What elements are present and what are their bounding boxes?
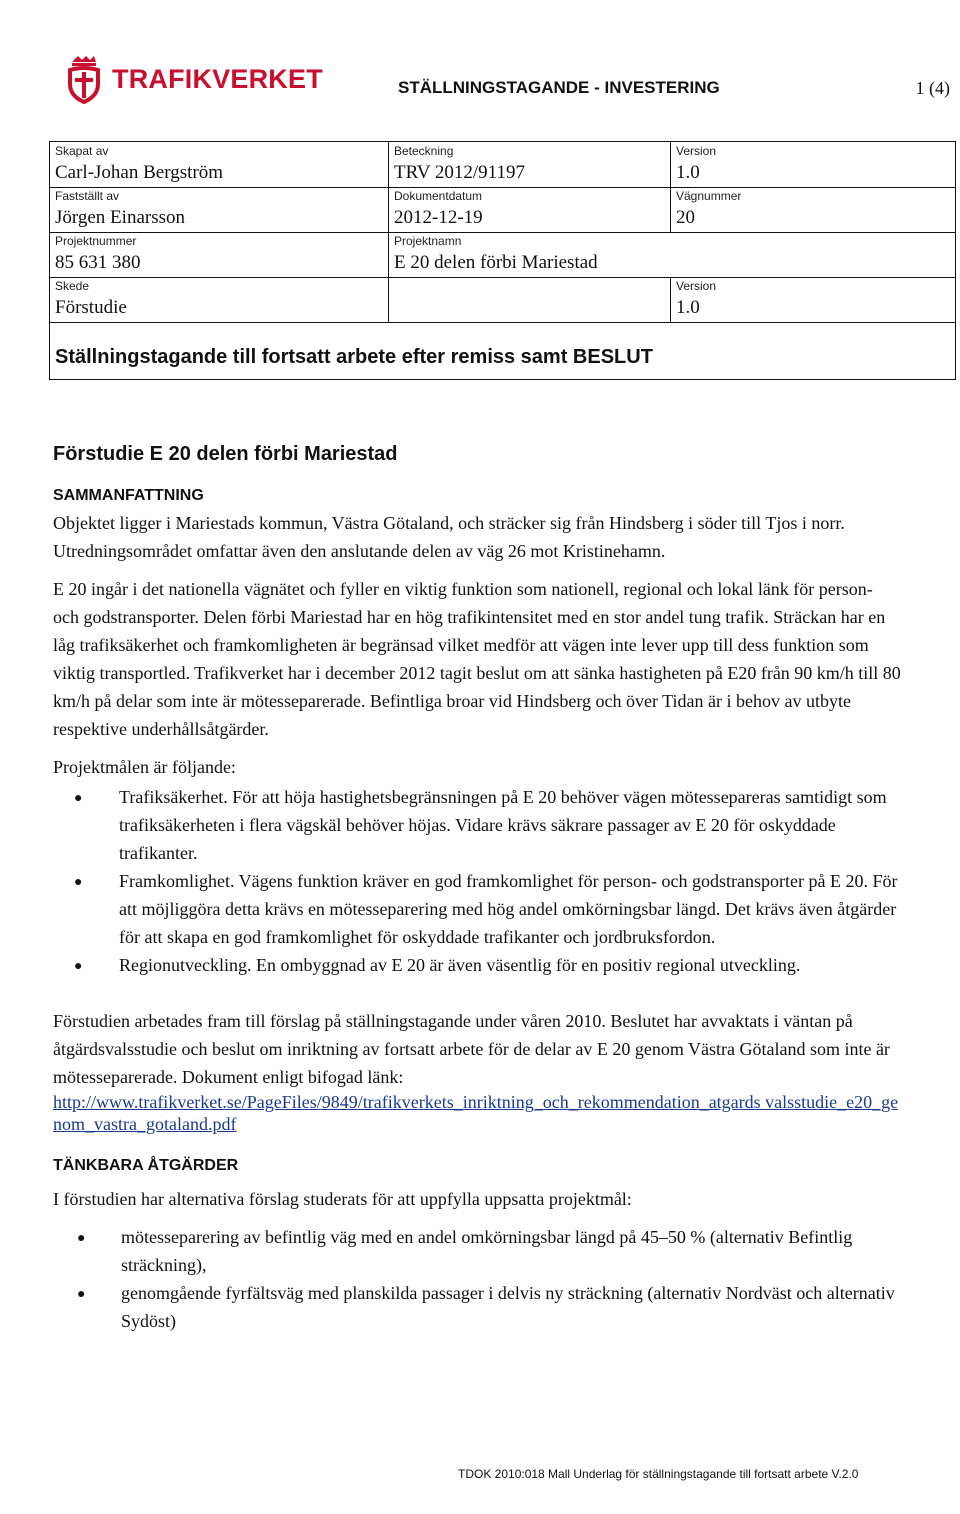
- value-projektnamn: E 20 delen förbi Mariestad: [394, 252, 598, 273]
- value-vagnummer: 20: [676, 207, 695, 228]
- value-skapat-av: Carl-Johan Bergström: [55, 162, 223, 183]
- footer-template-id: TDOK 2010:018 Mall Underlag för ställningstagande till fortsatt arbete V.2.0: [458, 1467, 859, 1481]
- label-projektnamn: Projektnamn: [394, 234, 462, 248]
- page-number: 1 (4): [915, 78, 950, 98]
- cell-projektnummer: [50, 232, 389, 277]
- label-skede: Skede: [55, 279, 90, 293]
- cell-faststallt-av: [50, 187, 389, 232]
- trafikverket-logo: [60, 52, 340, 112]
- summary-heading: SAMMANFATTNING: [53, 487, 204, 504]
- goal-text: Regionutveckling. En ombyggnad av E 20 är även väsentlig för en positiv regional utveckling.: [119, 955, 801, 975]
- goal-text: Trafiksäkerhet. För att höja hastighetsbegränsningen på E 20 behöver vägen mötessepareras samtidigt som trafiksäkerheten i flera vägskäl behöver höjas. Vidare krävs säkrare passager av E 20 för oskyddade trafikanter.: [119, 787, 887, 863]
- bullet-icon: ●: [74, 873, 83, 889]
- cell-vagnummer: [671, 187, 957, 232]
- document-type: STÄLLNINGSTAGANDE - INVESTERING: [398, 78, 720, 97]
- measures-list: [53, 1223, 903, 1335]
- logo-text: TRAFIKVERKET: [112, 64, 323, 94]
- cell-beteckning: [389, 142, 671, 187]
- label-version: Version: [676, 144, 717, 158]
- measure-text: mötesseparering av befintlig väg med en andel omkörningsbar längd på 45–50 % (alternativ Befintlig sträckning),: [121, 1227, 853, 1275]
- meta-row-4: [50, 277, 955, 322]
- value-version: 1.0: [676, 162, 700, 183]
- meta-row-3: [50, 232, 955, 278]
- cell-dokumentdatum: [389, 187, 671, 232]
- bullet-icon: ●: [77, 1285, 86, 1301]
- label-dokumentdatum: Dokumentdatum: [394, 189, 483, 203]
- list-item: [53, 867, 903, 951]
- cell-version: [671, 142, 957, 187]
- document-link[interactable]: http://www.trafikverket.se/PageFiles/9849/trafikverkets_inriktning_och_rekommendation_atgards valsstudie_e20_genom_vastra_gotaland.pdf: [53, 1092, 899, 1134]
- goals-intro: Projektmålen är följande:: [53, 757, 236, 777]
- document-title: Förstudie E 20 delen förbi Mariestad: [53, 443, 398, 465]
- list-item: [53, 783, 903, 867]
- label-projektnummer: Projektnummer: [55, 234, 137, 248]
- list-item: [53, 951, 903, 979]
- value-beteckning: TRV 2012/91197: [394, 162, 525, 183]
- bullet-icon: ●: [74, 789, 83, 805]
- value-version-2: 1.0: [676, 297, 700, 318]
- label-beteckning: Beteckning: [394, 144, 454, 158]
- list-item: [53, 1223, 903, 1279]
- cell-skede: [50, 277, 389, 322]
- cell-version-2: [671, 277, 957, 322]
- decision-title: Ställningstagande till fortsatt arbete efter remiss samt BESLUT: [55, 346, 653, 368]
- document-body: [53, 440, 903, 1335]
- measures-heading: TÄNKBARA ÅTGÄRDER: [53, 1157, 239, 1174]
- page-header: [60, 52, 950, 112]
- metadata-table: [49, 141, 956, 323]
- summary-paragraph-1: Objektet ligger i Mariestads kommun, Västra Götaland, och sträcker sig från Hindsberg i söder till Tjos i norr. Utredningsområdet omfattar även den anslutande delen av väg 26 mot Kristinehamn.: [53, 513, 845, 561]
- background-paragraph: Förstudien arbetades fram till förslag på ställningstagande under våren 2010. Beslutet har avvaktats i väntan på åtgärdsvalsstudie och beslut om inriktning av fortsatt arbete för de delar av E 20 genom Västra Götaland som inte är mötesseparerade. Dokument enligt bifogad länk:: [53, 1011, 890, 1087]
- cell-empty: [389, 277, 671, 322]
- value-faststallt-av: Jörgen Einarsson: [55, 207, 185, 228]
- label-vagnummer: Vägnummer: [676, 189, 742, 203]
- value-dokumentdatum: 2012-12-19: [394, 207, 483, 228]
- label-version-2: Version: [676, 279, 717, 293]
- bullet-icon: ●: [74, 957, 83, 973]
- cell-skapat-av: [50, 142, 389, 187]
- value-skede: Förstudie: [55, 297, 127, 318]
- list-item: [53, 1279, 903, 1335]
- measure-text: genomgående fyrfältsväg med planskilda passager i delvis ny sträckning (alternativ Nordväst och alternativ Sydöst): [121, 1283, 895, 1331]
- goals-list: [53, 783, 903, 979]
- label-skapat-av: Skapat av: [55, 144, 109, 158]
- meta-row-2: [50, 187, 955, 233]
- label-faststallt-av: Fastställt av: [55, 189, 120, 203]
- document-link-wrapper: [53, 1091, 903, 1135]
- measures-intro: I förstudien har alternativa förslag studerats för att uppfylla uppsatta projektmål:: [53, 1189, 632, 1209]
- meta-row-1: [50, 142, 955, 188]
- decision-box: [49, 322, 956, 380]
- goal-text: Framkomlighet. Vägens funktion kräver en god framkomlighet för person- och godstransporter på E 20. För att möjliggöra detta krävs en mötesseparering med hög andel omkörningsbar längd. Det krävs även åtgärder för att skapa en god framkomlighet för oskyddade trafikanter och jordbruksfordon.: [119, 871, 898, 947]
- crown-shield-icon: [60, 52, 108, 112]
- cell-projektnamn: [389, 232, 957, 277]
- bullet-icon: ●: [77, 1229, 86, 1245]
- summary-paragraph-2: E 20 ingår i det nationella vägnätet och fyller en viktig funktion som nationell, regional och lokal länk för person- och godstransporter. Delen förbi Mariestad har en hög trafikintensitet med en stor andel tung trafik. Sträckan har en låg trafiksäkerhet och framkomligheten är begränsad vilket medför att vägen inte lever upp till dess funktion som viktig transportled. Trafikverket har i december 2012 tagit beslut om att sänka hastigheten på E20 från 90 km/h till 80 km/h på delar som inte är mötesseparerade. Befintliga broar vid Hindsberg och över Tidan är i behov av utbyte respektive underhållsåtgärder.: [53, 579, 901, 739]
- value-projektnummer: 85 631 380: [55, 252, 141, 273]
